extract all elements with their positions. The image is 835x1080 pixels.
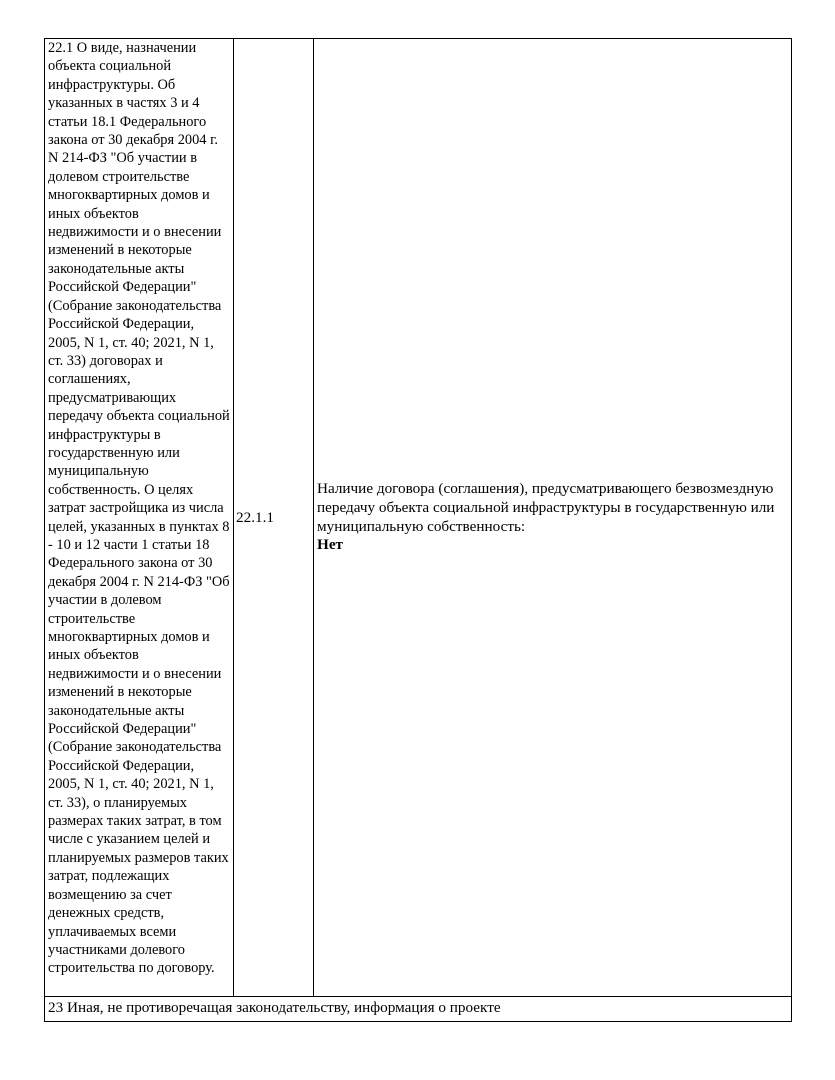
table-row-23 [45, 997, 792, 1022]
project-declaration-table [44, 38, 792, 1022]
row-22-1-content-text: Наличие договора (соглашения), предусматривающего безвозмездную передачу объекта социальной инфраструктуры в государственную или муниципальную собственность: [317, 479, 775, 535]
section-23-heading: 23 Иная, не противоречащая законодательству, информация о проекте [45, 997, 792, 1022]
cell-content [314, 39, 792, 997]
row-22-1-content-value: Нет [317, 536, 344, 554]
row-22-1-description: 22.1 О виде, назначении объекта социальной инфраструктуры. Об указанных в частях 3 и 4 статьи 18.1 Федерального закона от 30 декабря 2004 г. N 214-ФЗ "Об участии в долевом строительстве многоквартирных домов и иных объектов недвижимости и о внесении изменений в некоторые законодательные акты Российской Федерации" (Собрание законодательства Российской Федерации, 2005, N 1, ст. 40; 2021, N 1, ст. 33) договорах и соглашениях, предусматривающих передачу объекта социальной инфраструктуры в государственную или муниципальную собственность. О целях затрат застройщика из числа целей, указанных в пунктах 8 - 10 и 12 части 1 статьи 18 Федерального закона от 30 декабря 2004 г. N 214-ФЗ "Об участии в долевом строительстве многоквартирных домов и иных объектов недвижимости и о внесении изменений в некоторые законодательные акты Российской Федерации" (Собрание законодательства Российской Федерации, 2005, N 1, ст. 40; 2021, N 1, ст. 33), о планируемых размерах таких затрат, в том числе с указанием целей и планируемых размеров таких затрат, подлежащих возмещению за счет денежных средств, уплачиваемых всеми участниками долевого строительства по договору. [48, 40, 230, 977]
cell-description [45, 39, 234, 997]
table-row-22-1 [45, 39, 792, 997]
row-22-1-item-number: 22.1.1 [234, 39, 314, 997]
